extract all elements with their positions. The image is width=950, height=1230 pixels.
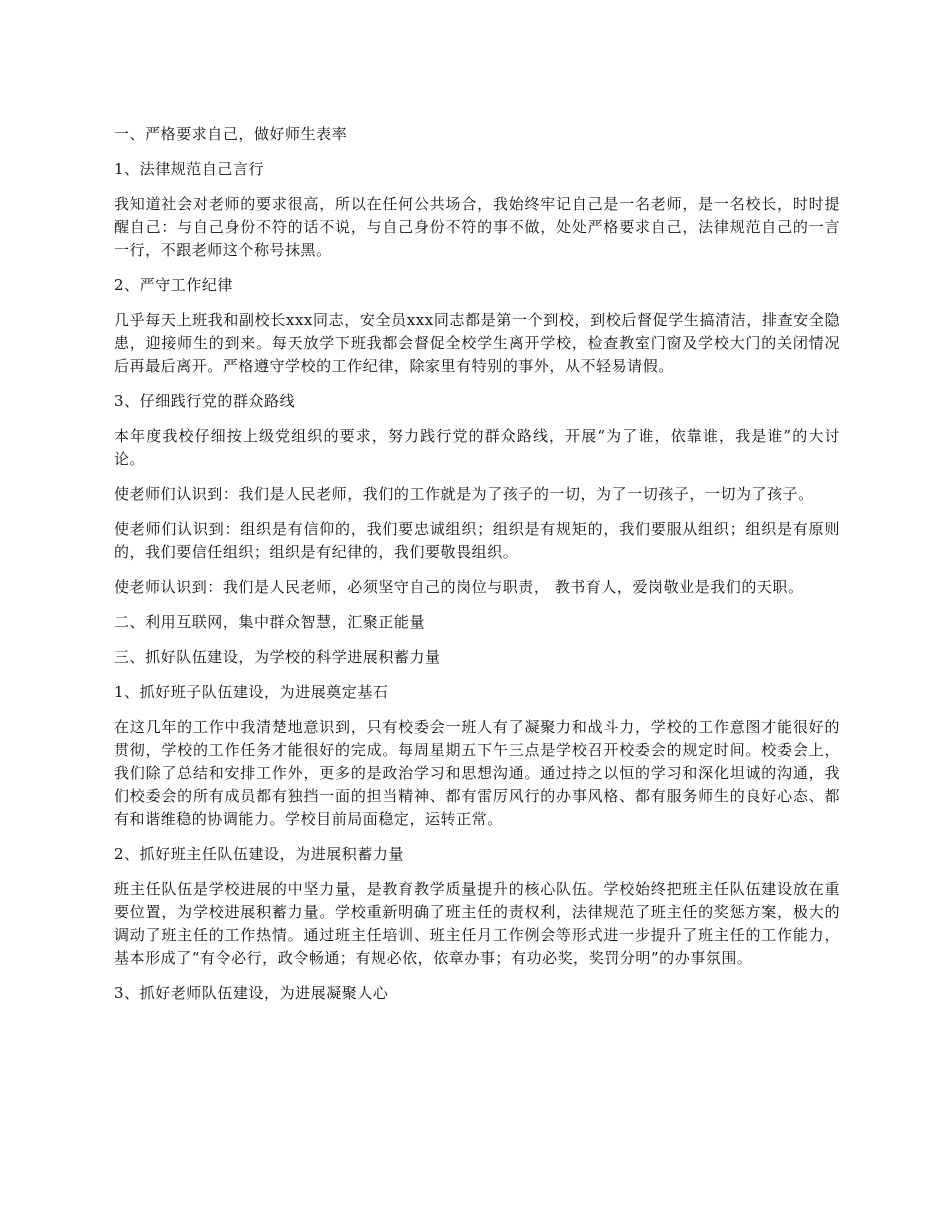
subsection-heading-3-2: 2、抓好班主任队伍建设，为进展积蓄力量 <box>114 845 404 863</box>
paragraph: 使老师认识到：我们是人民老师，必须坚守自己的岗位与职责， 教书育人，爱岗敬业是我们的天职。 <box>114 578 804 596</box>
subsection-heading-1-2: 2、严守工作纪律 <box>114 276 233 294</box>
document-page <box>114 123 840 1017</box>
section-heading-3: 三、抓好队伍建设，为学校的科学进展积蓄力量 <box>114 648 441 666</box>
paragraph: 几乎每天上班我和副校长xxx同志，安全员xxx同志都是第一个到校，到校后督促学生搞清洁，排查安全隐患，迎接师生的到来。每天放学下班我都会督促全校学生离开学校，检查教室门窗及学校大门的关闭情况后再最后离开。严格遵守学校的工作纪律，除家里有特别的事外，从不轻易请假。 <box>114 311 840 375</box>
paragraph: 使老师们认识到：我们是人民老师，我们的工作就是为了孩子的一切，为了一切孩子，一切为了孩子。 <box>114 485 814 503</box>
subsection-heading-1-1: 1、法律规范自己言行 <box>114 160 265 178</box>
subsection-heading-3-3: 3、抓好老师队伍建设，为进展凝聚人心 <box>114 984 389 1002</box>
subsection-heading-3-1: 1、抓好班子队伍建设，为进展奠定基石 <box>114 683 389 701</box>
paragraph: 本年度我校仔细按上级党组织的要求，努力践行党的群众路线，开展“为了谁，依靠谁，我是谁”的大讨论。 <box>114 427 840 468</box>
section-heading-2: 二、利用互联网，集中群众智慧，汇聚正能量 <box>114 613 426 631</box>
paragraph: 使老师们认识到：组织是有信仰的，我们要忠诚组织；组织是有规矩的，我们要服从组织；组织是有原则的，我们要信任组织；组织是有纪律的，我们要敬畏组织。 <box>114 520 840 561</box>
paragraph: 班主任队伍是学校进展的中坚力量，是教育教学质量提升的核心队伍。学校始终把班主任队伍建设放在重要位置，为学校进展积蓄力量。学校重新明确了班主任的责权利，法律规范了班主任的奖惩方案，极大的调动了班主任的工作热情。通过班主任培训、班主任月工作例会等形式进一步提升了班主任的工作能力，基本形成了“有令必行，政令畅通；有规必依，依章办事；有功必奖，奖罚分明”的办事氛围。 <box>114 880 840 967</box>
subsection-heading-1-3: 3、仔细践行党的群众路线 <box>114 392 296 410</box>
paragraph: 我知道社会对老师的要求很高，所以在任何公共场合，我始终牢记自己是一名老师，是一名校长，时时提醒自己：与自己身份不符的话不说，与自己身份不符的事不做，处处严格要求自己，法律规范自己的一言一行，不跟老师这个称号抹黑。 <box>114 195 840 259</box>
paragraph: 在这几年的工作中我清楚地意识到，只有校委会一班人有了凝聚力和战斗力，学校的工作意图才能很好的贯彻，学校的工作任务才能很好的完成。每周星期五下午三点是学校召开校委会的规定时间。校委会上，我们除了总结和安排工作外，更多的是政治学习和思想沟通。通过持之以恒的学习和深化坦诚的沟通，我们校委会的所有成员都有独挡一面的担当精神、都有雷厉风行的办事风格、都有服务师生的良好心态、都有和谐维稳的协调能力。学校目前局面稳定，运转正常。 <box>114 718 840 828</box>
section-heading-1: 一、严格要求自己，做好师生表率 <box>114 125 348 143</box>
